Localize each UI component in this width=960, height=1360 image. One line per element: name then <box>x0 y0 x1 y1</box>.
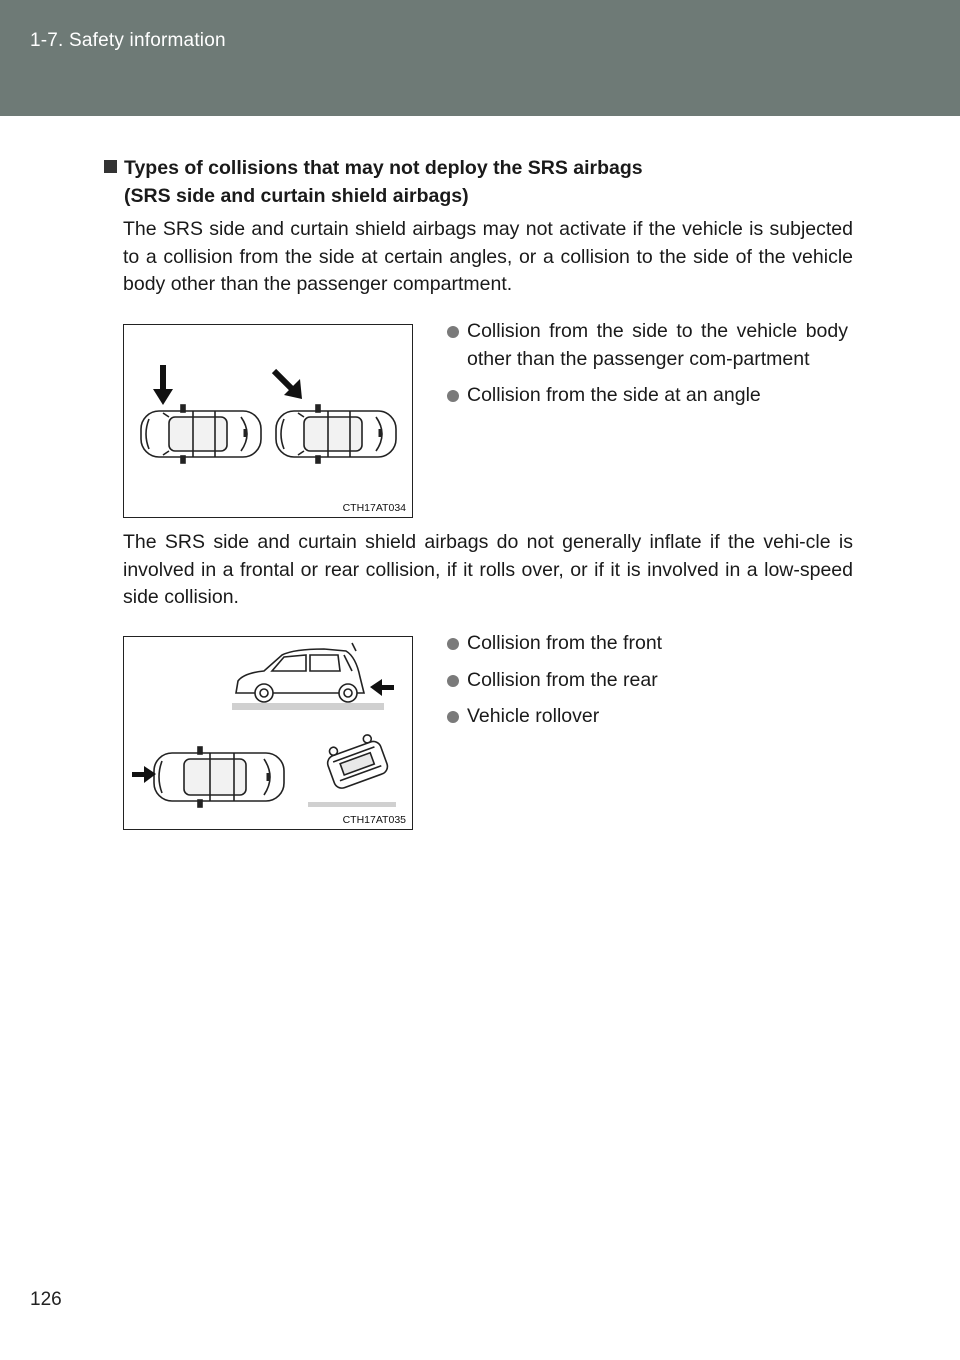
figure-code: CTH17AT035 <box>342 814 406 826</box>
figure-side-collision <box>123 324 413 518</box>
heading-square-icon <box>104 160 117 173</box>
figure-code: CTH17AT034 <box>342 502 406 514</box>
list-item: Collision from the rear <box>446 667 848 695</box>
heading-line-2: (SRS side and curtain shield airbags) <box>124 185 469 207</box>
bullet-dot-icon <box>447 711 459 723</box>
heading-line-1: Types of collisions that may not deploy the SRS airbags <box>124 157 643 179</box>
bullet-dot-icon <box>447 638 459 650</box>
bullet-list-other <box>446 630 848 740</box>
top-view-car-side-impact-icon <box>124 325 414 519</box>
list-item: Vehicle rollover <box>446 703 848 731</box>
bullet-list-side <box>446 318 848 419</box>
list-item: Collision from the front <box>446 630 848 658</box>
paragraph-side-angles: The SRS side and curtain shield airbags may not activate if the vehicle is subjected to a collision from the side at certain angles, or a collision to the side of the vehicle body other than the passenger compartment. <box>123 218 853 295</box>
front-rear-rollover-collision-icon <box>124 637 414 831</box>
bullet-dot-icon <box>447 390 459 402</box>
bullet-dot-icon <box>447 675 459 687</box>
page-number: 126 <box>30 1289 62 1310</box>
bullet-dot-icon <box>447 326 459 338</box>
paragraph-frontal-rear: The SRS side and curtain shield airbags do not generally inflate if the vehi-cle is involved in a frontal or rear collision, if it rolls over, or if it is involved in a low-speed side collision. <box>123 531 853 608</box>
list-item: Collision from the side to the vehicle body other than the passenger com-partment <box>446 318 848 373</box>
section-heading <box>104 154 864 210</box>
page-header <box>0 0 960 116</box>
figure-front-rear-rollover <box>123 636 413 830</box>
section-title: 1-7. Safety information <box>30 30 226 51</box>
list-item: Collision from the side at an angle <box>446 382 848 410</box>
